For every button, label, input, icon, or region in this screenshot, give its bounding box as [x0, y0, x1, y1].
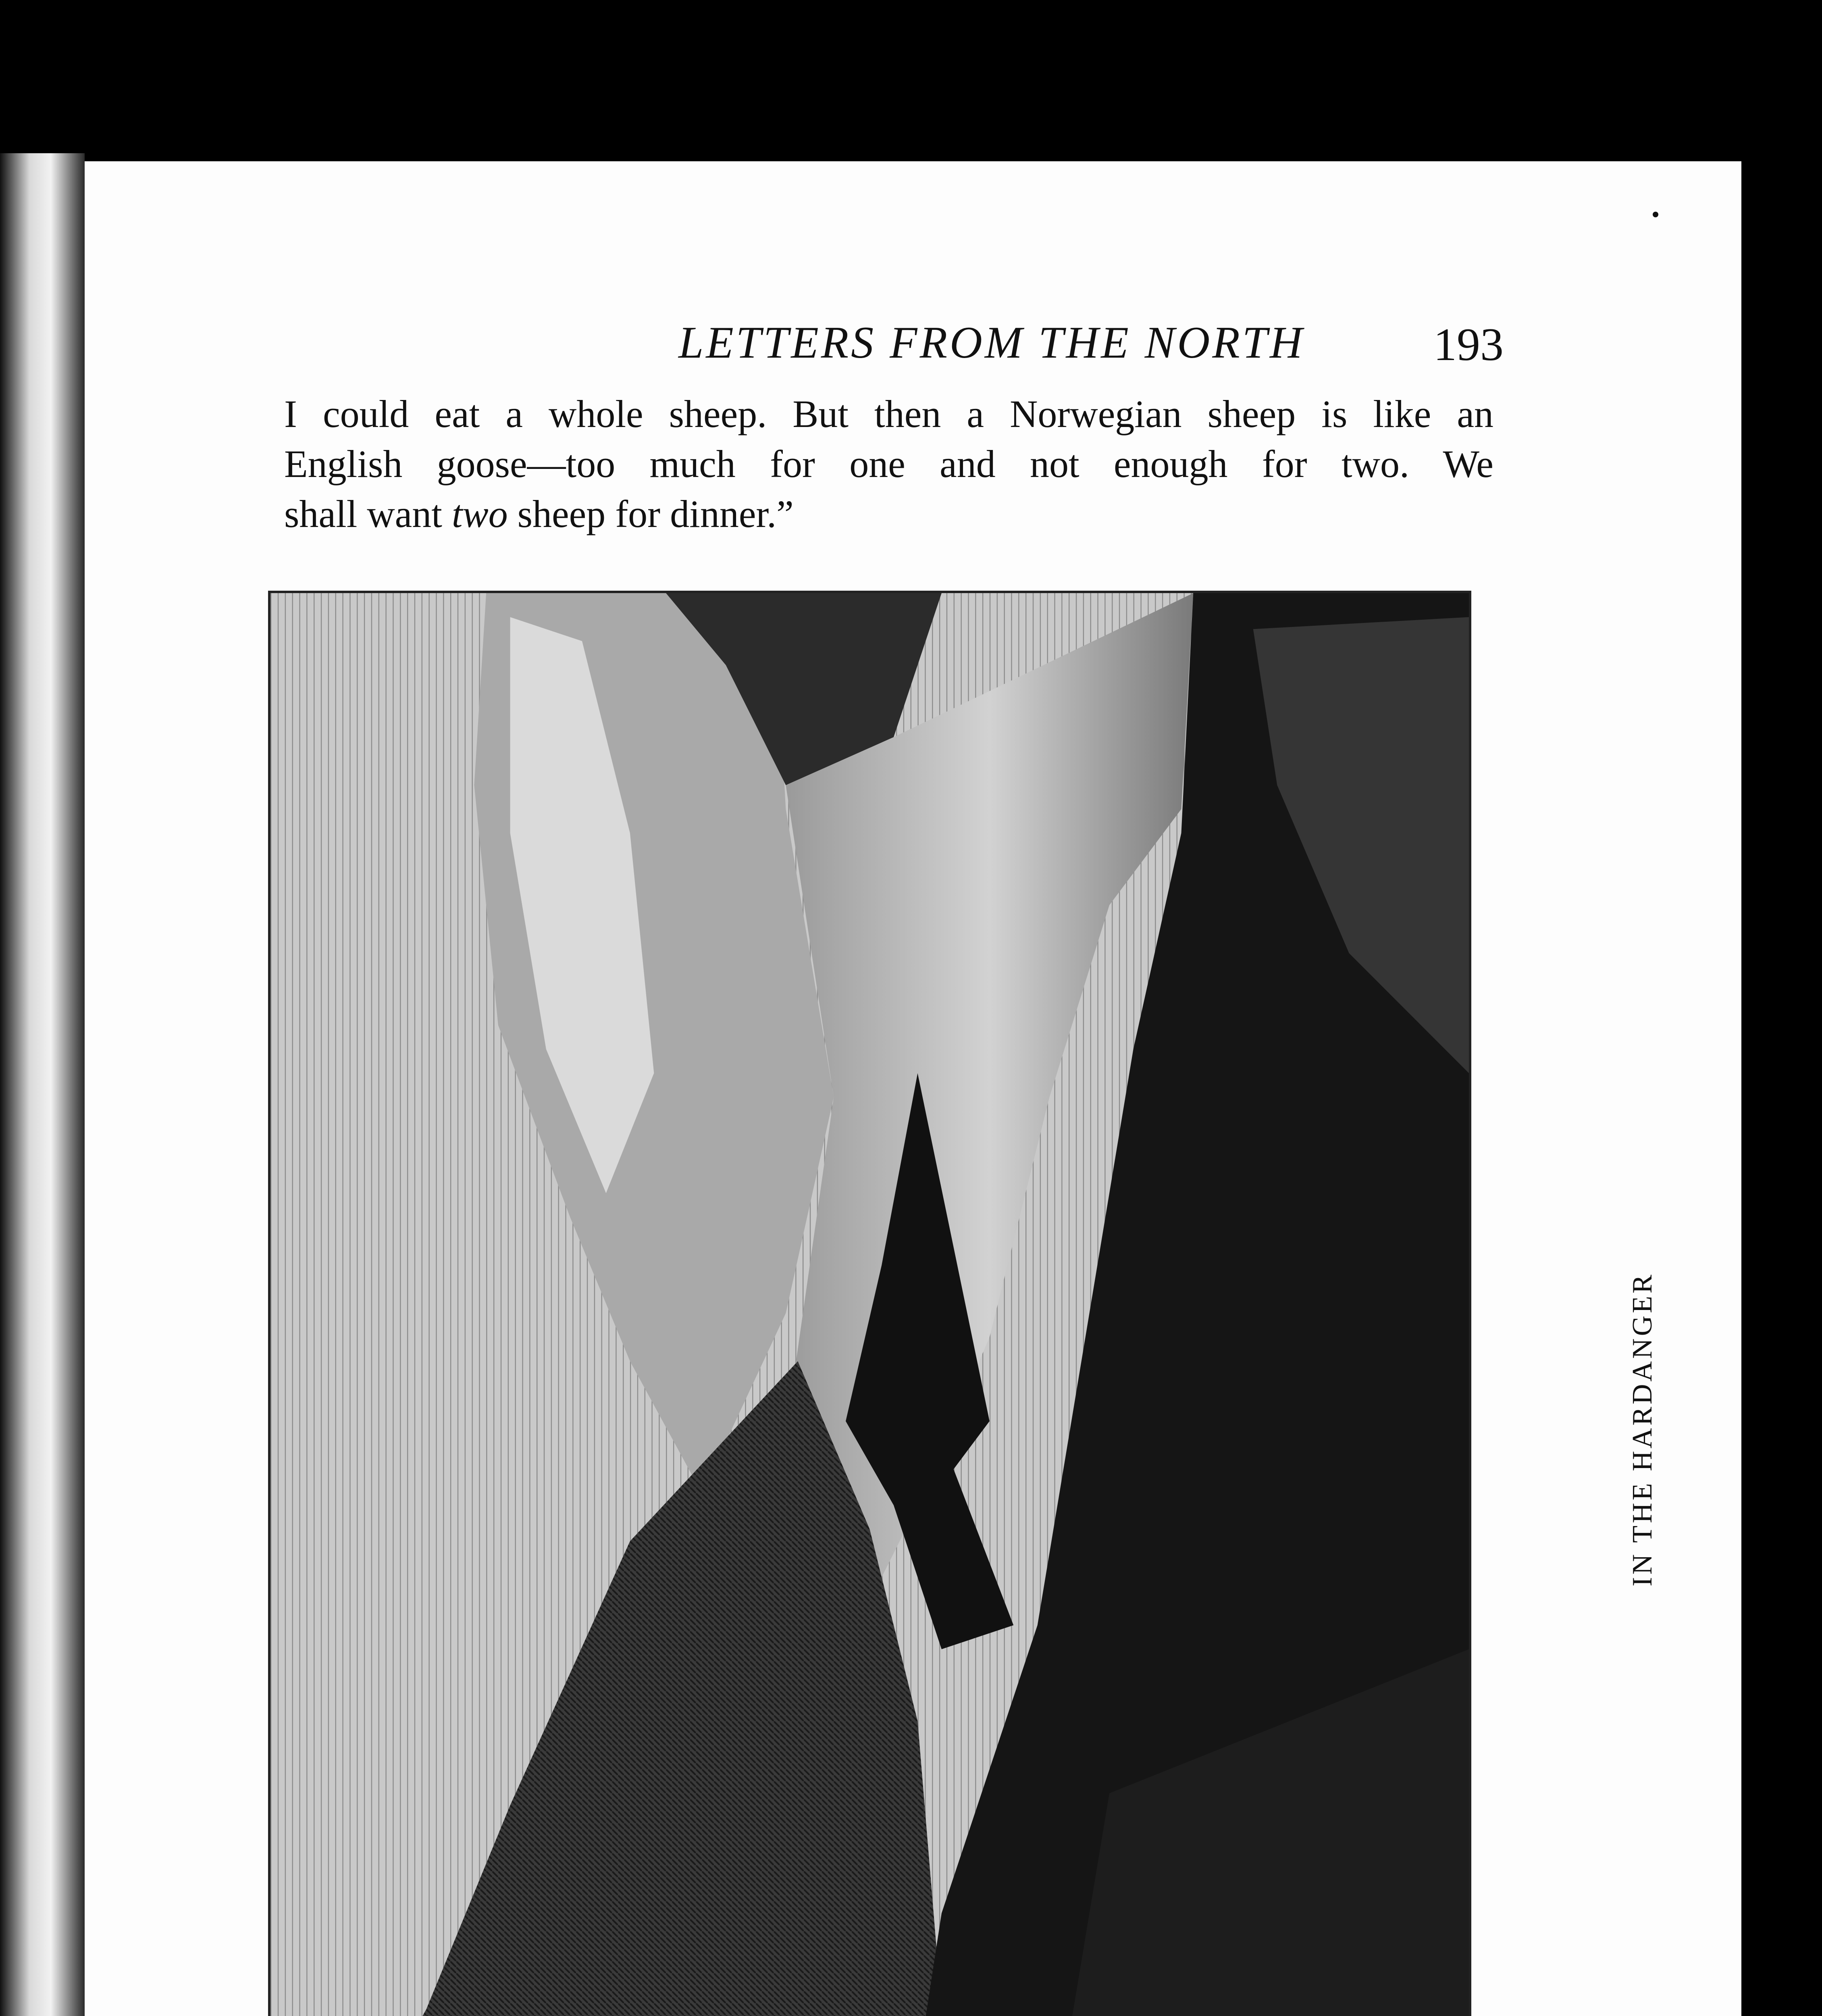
emphasized-word: two	[451, 492, 508, 535]
text-fragment: sheep for dinner.”	[507, 492, 794, 535]
fjord-landscape-engraving	[270, 593, 1469, 2016]
text-line	[284, 489, 1493, 539]
engraving-illustration	[268, 591, 1471, 2016]
text-line: English goose—too much for one and not enough for two. We	[284, 442, 1493, 485]
page-number: 193	[1433, 319, 1504, 371]
text-fragment: shall want	[284, 492, 452, 535]
book-gutter	[0, 153, 85, 2016]
text-line: I could eat a whole sheep. But then a Norwegian sheep is like an	[284, 392, 1493, 435]
running-title: LETTERS FROM THE NORTH	[678, 318, 1305, 368]
illustration-caption: IN THE HARDANGER	[1627, 1272, 1658, 1587]
ink-dot	[1653, 212, 1658, 217]
top-paragraph	[284, 389, 1493, 539]
